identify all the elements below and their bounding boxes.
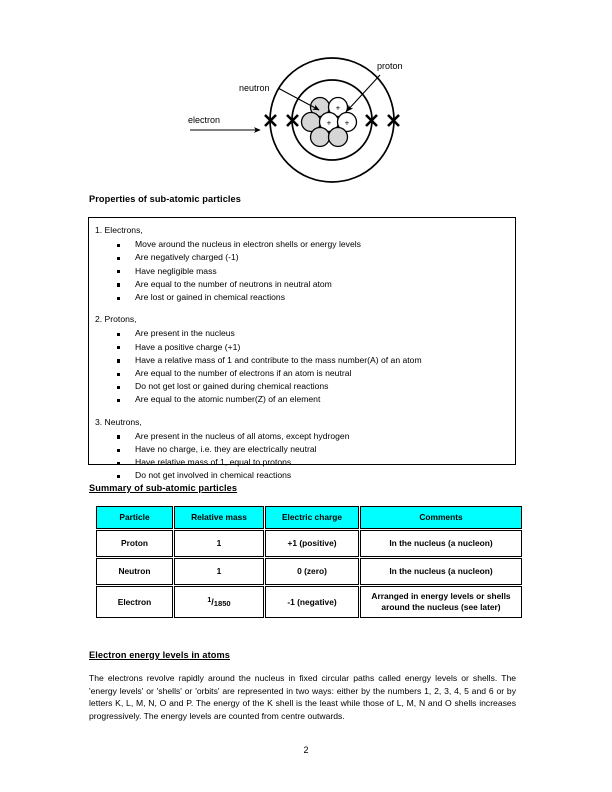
table-header-relative-mass: Relative mass <box>174 506 264 529</box>
property-group-title: 1. Electrons, <box>95 225 143 235</box>
atom-structure-diagram <box>180 48 450 193</box>
summary-table <box>95 505 523 619</box>
proton-label: proton <box>377 61 403 71</box>
property-bullet-item: Move around the nucleus in electron shells or energy levels <box>89 238 515 251</box>
proton-leader-line <box>347 75 380 111</box>
cell-particle: Neutron <box>96 558 173 585</box>
svg-text:+: + <box>344 118 350 128</box>
property-bullet-item: Have relative mass of 1, equal to protons <box>89 456 515 469</box>
cell-particle: Electron <box>96 586 173 618</box>
property-group-neutrons <box>89 416 515 483</box>
table-header-comments: Comments <box>360 506 522 529</box>
cell-particle: Proton <box>96 530 173 557</box>
property-group-title: 3. Neutrons, <box>95 416 142 427</box>
cell-relative-mass: 1 <box>174 558 264 585</box>
property-bullet-list <box>89 430 515 483</box>
table-row <box>96 558 522 585</box>
property-bullet-item: Have no charge, i.e. they are electrically neutral <box>89 443 515 456</box>
table-row <box>96 530 522 557</box>
table-header-electric-charge: Electric charge <box>265 506 359 529</box>
properties-section-heading: Properties of sub-atomic particles <box>89 194 241 204</box>
property-bullet-item: Are lost or gained in chemical reactions <box>89 291 515 304</box>
property-bullet-item: Are negatively charged (-1) <box>89 251 515 264</box>
neutron-leader-line <box>278 88 319 110</box>
property-group-protons <box>89 313 515 406</box>
cell-relative-mass <box>174 586 264 618</box>
table-header-particle: Particle <box>96 506 173 529</box>
table-row <box>96 586 522 618</box>
property-bullet-item: Are equal to the atomic number(Z) of an element <box>89 393 515 406</box>
neutron-particle <box>329 128 348 147</box>
property-bullet-item: Do not get lost or gained during chemical reactions <box>89 380 515 393</box>
svg-text:+: + <box>335 103 341 113</box>
neutron-label: neutron <box>239 83 270 93</box>
fraction-denominator: 1850 <box>213 599 231 608</box>
property-bullet-item: Do not get involved in chemical reactions <box>89 469 515 482</box>
property-group-electrons <box>89 224 515 304</box>
property-bullet-item: Have negligible mass <box>89 265 515 278</box>
summary-section-heading: Summary of sub-atomic particles <box>89 483 238 493</box>
table-header-row <box>96 506 522 529</box>
comments-line-2: around the nucleus (see later) <box>381 602 501 612</box>
cell-comments <box>360 586 522 618</box>
property-bullet-list <box>89 327 515 406</box>
neutron-particle <box>311 128 330 147</box>
properties-box <box>88 217 516 481</box>
property-bullet-item: Are equal to the number of neutrons in neutral atom <box>89 278 515 291</box>
cell-electric-charge: -1 (negative) <box>265 586 359 618</box>
energy-levels-paragraph: The electrons revolve rapidly around the nucleus in fixed circular paths called energy levels or shells. The 'energy levels' or 'shells' or 'orbits' are represented in two ways: either by the numbers 1, 2, 3, 4, 5 and 6 or by letters K, L, M, N, O and P. The energy of the K shell is the least while those of L, M, N and O shells increases progressively. The energy levels are counted from centre outwards. <box>89 673 516 721</box>
cell-relative-mass: 1 <box>174 530 264 557</box>
energy-levels-section-heading: Electron energy levels in atoms <box>89 650 230 660</box>
cell-electric-charge: +1 (positive) <box>265 530 359 557</box>
property-bullet-item: Have a relative mass of 1 and contribute to the mass number(A) of an atom <box>89 354 515 367</box>
property-group-title: 2. Protons, <box>95 314 137 325</box>
property-bullet-item: Are equal to the number of electrons if an atom is neutral <box>89 367 515 380</box>
comments-lines <box>361 591 521 613</box>
cell-electric-charge: 0 (zero) <box>265 558 359 585</box>
page-number: 2 <box>303 745 309 755</box>
cell-comments: In the nucleus (a nucleon) <box>360 558 522 585</box>
svg-text:+: + <box>326 118 332 128</box>
property-bullet-item: Are present in the nucleus of all atoms, except hydrogen <box>89 430 515 443</box>
property-bullet-item: Are present in the nucleus <box>89 327 515 340</box>
property-bullet-list <box>89 238 515 304</box>
fraction-numerator: 1 <box>207 597 212 604</box>
property-bullet-item: Have a positive charge (+1) <box>89 341 515 354</box>
fraction-one-over-1850 <box>207 595 230 609</box>
electron-label: electron <box>188 115 221 125</box>
cell-comments: In the nucleus (a nucleon) <box>360 530 522 557</box>
fraction-slash: / <box>211 597 214 607</box>
comments-line-1: Arranged in energy levels or shells <box>371 591 511 601</box>
